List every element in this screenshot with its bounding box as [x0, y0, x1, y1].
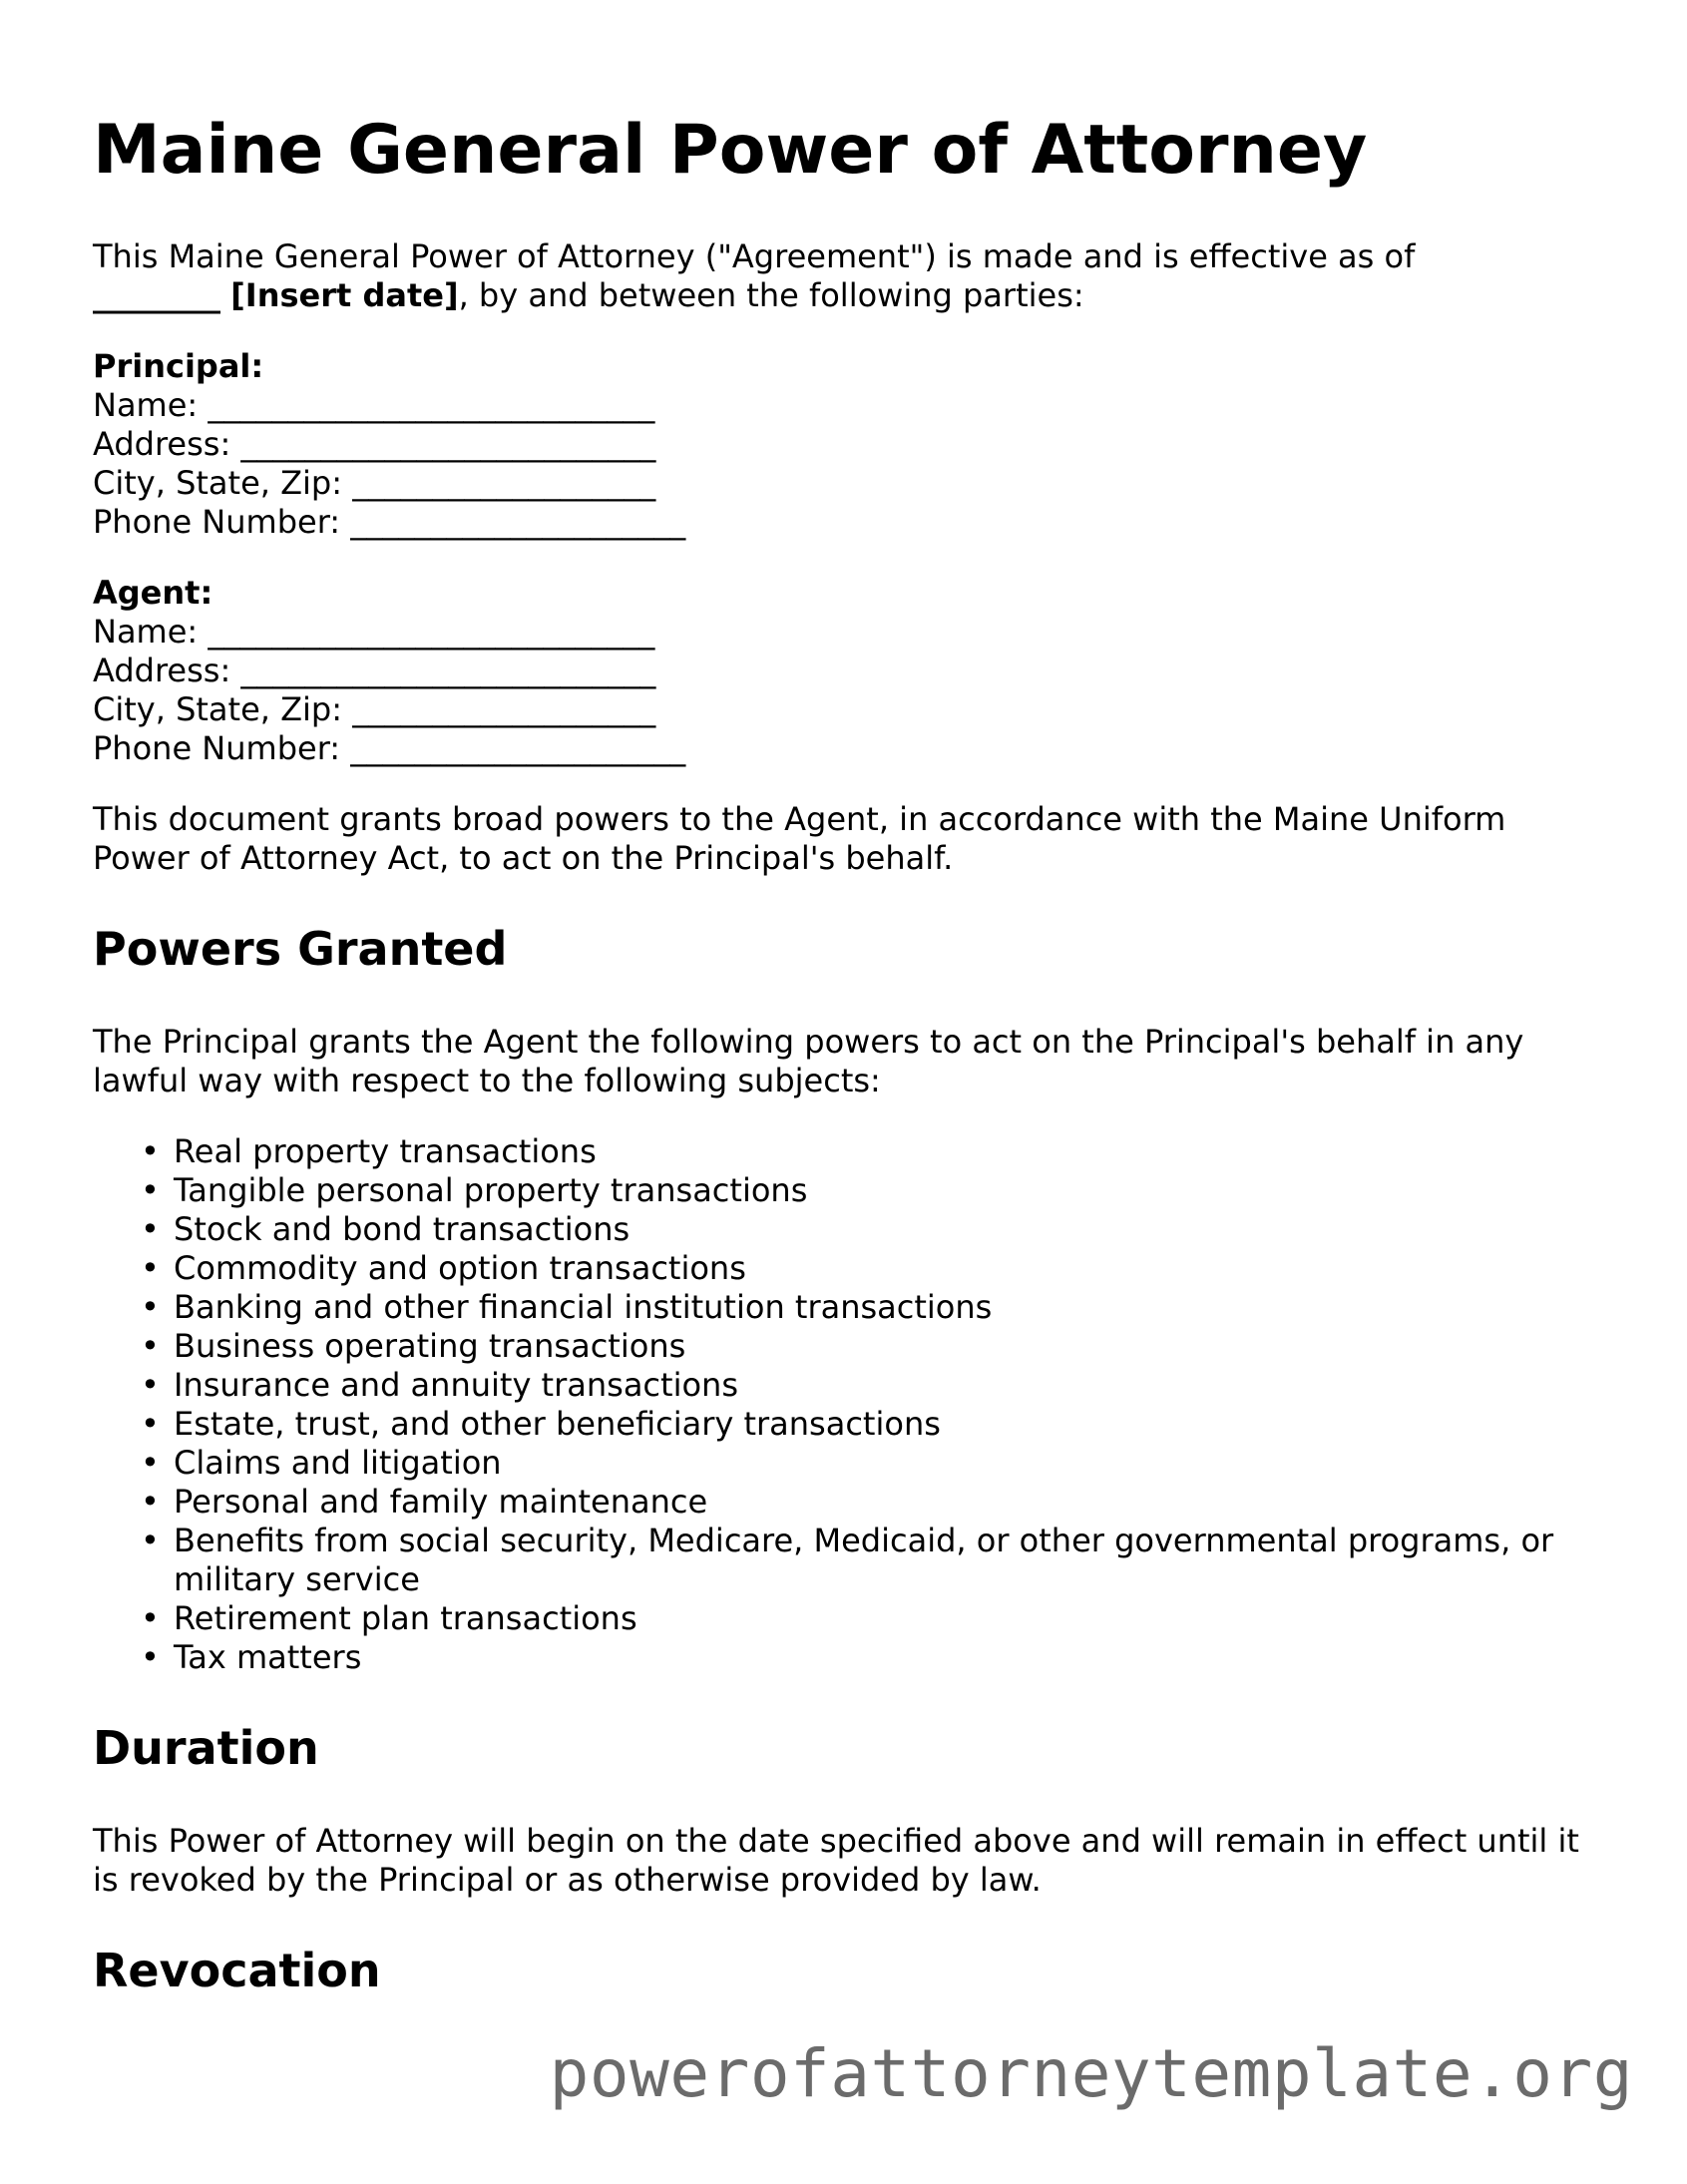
- site-watermark: powerofattorneytemplate.org: [549, 2035, 1633, 2112]
- bullet-icon: •: [141, 1482, 160, 1521]
- powers-list: [93, 1132, 1609, 1677]
- list-item: • Tangible personal property transactions: [141, 1170, 808, 1209]
- bullet-icon: •: [141, 1170, 160, 1209]
- list-item: • Benefits from social security, Medicare, Medicaid, or other governmental programs, or military service: [141, 1521, 1554, 1598]
- agent-address-field: Address: __________________________: [93, 651, 656, 689]
- list-item: • Claims and litigation: [141, 1443, 502, 1482]
- document-page: [93, 110, 1609, 2044]
- principal-address-field: Address: __________________________: [93, 424, 656, 463]
- date-placeholder: [Insert date]: [230, 275, 459, 314]
- agent-heading: Agent:: [93, 573, 213, 612]
- bullet-icon: •: [141, 1131, 160, 1170]
- principal-name-field: Name: ____________________________: [93, 385, 655, 424]
- document-title: Maine General Power of Attorney: [93, 111, 1368, 190]
- list-item: • Tax matters: [141, 1637, 362, 1676]
- powers-intro: The Principal grants the Agent the following powers to act on the Principal's behalf in any lawful way with respect to the following subjects:: [93, 1022, 1524, 1099]
- principal-heading: Principal:: [93, 346, 264, 385]
- duration-text: This Power of Attorney will begin on the date specified above and will remain in effect until it is revoked by the Principal or as otherwise provided by law.: [93, 1821, 1579, 1899]
- intro-paragraph: [93, 237, 1609, 315]
- list-item: • Business operating transactions: [141, 1326, 686, 1365]
- list-item: • Real property transactions: [141, 1131, 597, 1170]
- bullet-icon: •: [141, 1365, 160, 1404]
- bullet-icon: •: [141, 1326, 160, 1365]
- bullet-icon: •: [141, 1248, 160, 1287]
- principal-block: [93, 347, 1609, 542]
- duration-heading: Duration: [93, 1720, 319, 1775]
- revocation-heading: Revocation: [93, 1943, 381, 1997]
- bullet-icon: •: [141, 1637, 160, 1676]
- bullet-icon: •: [141, 1521, 160, 1559]
- bullet-icon: •: [141, 1209, 160, 1248]
- list-item: • Commodity and option transactions: [141, 1248, 746, 1287]
- bullet-icon: •: [141, 1287, 160, 1326]
- list-item: • Banking and other financial institution transactions: [141, 1287, 993, 1326]
- bullet-icon: •: [141, 1404, 160, 1443]
- list-item: • Stock and bond transactions: [141, 1209, 631, 1248]
- agent-block: [93, 574, 1609, 768]
- list-item: • Retirement plan transactions: [141, 1598, 637, 1637]
- date-blank: ________: [93, 275, 220, 314]
- list-item: • Personal and family maintenance: [141, 1482, 708, 1521]
- powers-heading: Powers Granted: [93, 921, 508, 976]
- principal-phone-field: Phone Number: _____________________: [93, 502, 686, 541]
- list-item: • Estate, trust, and other beneficiary transactions: [141, 1404, 941, 1443]
- bullet-icon: •: [141, 1443, 160, 1482]
- bullet-icon: •: [141, 1598, 160, 1637]
- agent-city-field: City, State, Zip: ___________________: [93, 689, 656, 728]
- principal-city-field: City, State, Zip: ___________________: [93, 463, 656, 502]
- grant-statement: This document grants broad powers to the Agent, in accordance with the Maine Uniform Power of Attorney Act, to act on the Principal's behalf.: [93, 799, 1506, 877]
- list-item: • Insurance and annuity transactions: [141, 1365, 738, 1404]
- intro-text-end: , by and between the following parties:: [458, 275, 1084, 314]
- intro-text: This Maine General Power of Attorney ("Agreement") is made and is effective as of: [93, 236, 1416, 275]
- agent-phone-field: Phone Number: _____________________: [93, 728, 686, 767]
- agent-name-field: Name: ____________________________: [93, 612, 655, 651]
